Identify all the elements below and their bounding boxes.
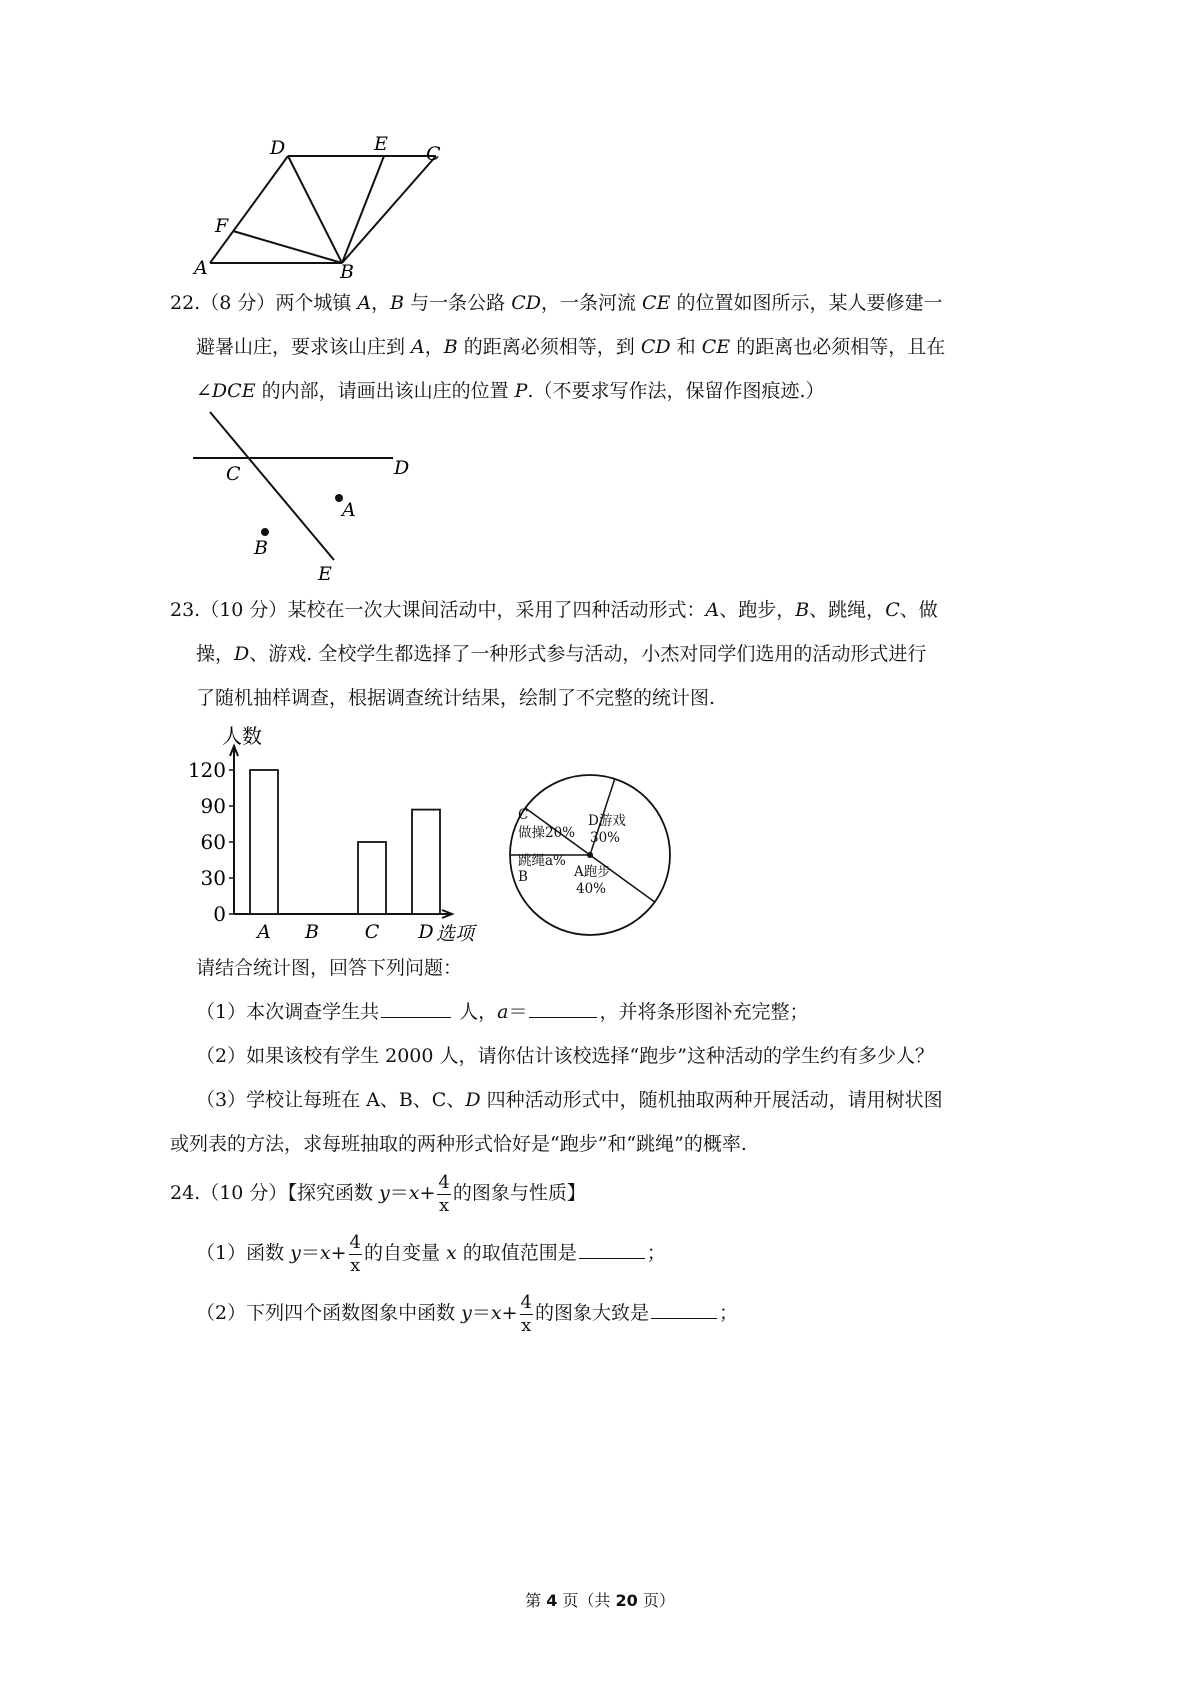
q23-line-2: 操，D、游戏. 全校学生都选择了一种形式参与活动，小杰对同学们选用的活动形式进行 bbox=[196, 643, 927, 665]
road-river-figure bbox=[190, 410, 430, 590]
y-tick-label: 120 bbox=[187, 758, 226, 782]
q23-intro: 请结合统计图，回答下列问题： bbox=[196, 957, 463, 979]
total-pages: 20 bbox=[615, 1591, 638, 1610]
label-a: A bbox=[194, 257, 208, 279]
label-d: D bbox=[394, 457, 410, 479]
category-label: B bbox=[305, 921, 319, 943]
page-footer: 第 4 页（共 20 页） bbox=[525, 1591, 675, 1610]
pie-center bbox=[587, 852, 593, 858]
label-b: B bbox=[254, 537, 268, 559]
fraction: $\frac{4}{x}$ bbox=[520, 1291, 532, 1336]
bar-d bbox=[412, 810, 440, 914]
answer-blank[interactable] bbox=[381, 997, 451, 1018]
q24-title: 24.（10 分）【探究函数 y＝x+ $\frac{4}{x}$ 的图象与性质】 bbox=[170, 1171, 586, 1216]
bar-chart bbox=[187, 718, 490, 948]
q23-line-1: 23.（10 分）某校在一次大课间活动中，采用了四种活动形式：A、跑步，B、跳绳，C、做 bbox=[170, 599, 938, 621]
q22-line-1: 22.（8 分）两个城镇 A，B 与一条公路 CD，一条河流 CE 的位置如图所示，某人要修建一 bbox=[170, 292, 943, 314]
pie-label-c-line1: C bbox=[518, 807, 529, 823]
pie-label-b-line1: 跳绳a% bbox=[518, 853, 566, 869]
question-number: 23. bbox=[170, 599, 201, 621]
pie-label-b-line2: B bbox=[518, 869, 528, 885]
category-label: A bbox=[257, 921, 271, 943]
fraction: $\frac{4}{x}$ bbox=[349, 1231, 361, 1276]
y-tick-label: 30 bbox=[200, 866, 226, 890]
q23-line-3: 了随机抽样调查，根据调查统计结果，绘制了不完整的统计图. bbox=[196, 687, 716, 709]
q23-sub-3-line-2: 或列表的方法，求每班抽取的两种形式恰好是“跑步”和“跳绳”的概率. bbox=[170, 1133, 747, 1155]
category-label: D bbox=[418, 921, 434, 943]
category-label: C bbox=[364, 921, 380, 943]
bar-c bbox=[358, 842, 386, 914]
point-b bbox=[261, 528, 269, 536]
bar-a bbox=[250, 770, 278, 914]
label-f: F bbox=[215, 215, 229, 237]
question-number: 24. bbox=[170, 1182, 201, 1204]
answer-blank[interactable] bbox=[651, 1298, 717, 1319]
q23-sub-2: （2）如果该校有学生 2000 人，请你估计该校选择“跑步”这种活动的学生约有多少人？ bbox=[196, 1045, 934, 1067]
page-number: 4 bbox=[546, 1591, 558, 1610]
label-c: C bbox=[226, 463, 241, 485]
label-d: D bbox=[270, 137, 286, 159]
parallelogram-figure bbox=[194, 133, 480, 290]
pie-label-c-line2: 做操20% bbox=[518, 825, 576, 841]
answer-blank[interactable] bbox=[529, 997, 597, 1018]
label-e: E bbox=[374, 133, 388, 155]
answer-blank[interactable] bbox=[579, 1238, 645, 1259]
q22-line-3: ∠DCE 的内部，请画出该山庄的位置 P.（不要求写作法，保留作图痕迹.） bbox=[196, 380, 825, 402]
pie-label-d-line2: 30% bbox=[590, 830, 621, 846]
label-c: C bbox=[426, 143, 441, 165]
pie-label-d-line1: D游戏 bbox=[588, 813, 626, 829]
q24-sub-2: （2）下列四个函数图象中函数 y＝x+ $\frac{4}{x}$ 的图象大致是 ； bbox=[196, 1291, 739, 1336]
y-tick-label: 60 bbox=[200, 830, 226, 854]
q23-sub-3: （3）学校让每班在 A、B、C、D 四种活动形式中，随机抽取两种开展活动，请用树状图 bbox=[196, 1089, 943, 1111]
q24-sub-1: （1）函数 y＝x+ $\frac{4}{x}$ 的自变量 x 的取值范围是 ； bbox=[196, 1231, 666, 1276]
label-e: E bbox=[318, 563, 332, 585]
y-tick-label: 90 bbox=[200, 794, 226, 818]
fraction: $\frac{4}{x}$ bbox=[438, 1171, 450, 1216]
pie-chart bbox=[500, 765, 680, 945]
pie-label-a-line2: 40% bbox=[576, 881, 607, 897]
q23-sub-1: （1）本次调查学生共 人，a＝ ，并将条形图补充完整； bbox=[196, 994, 1066, 1030]
q22-line-2: 避暑山庄，要求该山庄到 A，B 的距离必须相等，到 CD 和 CE 的距离也必须相等，且在 bbox=[196, 336, 946, 358]
y-tick-label: 0 bbox=[213, 902, 226, 926]
label-a: A bbox=[342, 499, 356, 521]
y-axis-label: 人数 bbox=[222, 724, 262, 748]
x-axis-label: 选项 bbox=[436, 923, 475, 945]
pie-label-a-line1: A跑步 bbox=[574, 864, 611, 880]
label-b: B bbox=[340, 261, 354, 283]
question-number: 22. bbox=[170, 292, 201, 314]
